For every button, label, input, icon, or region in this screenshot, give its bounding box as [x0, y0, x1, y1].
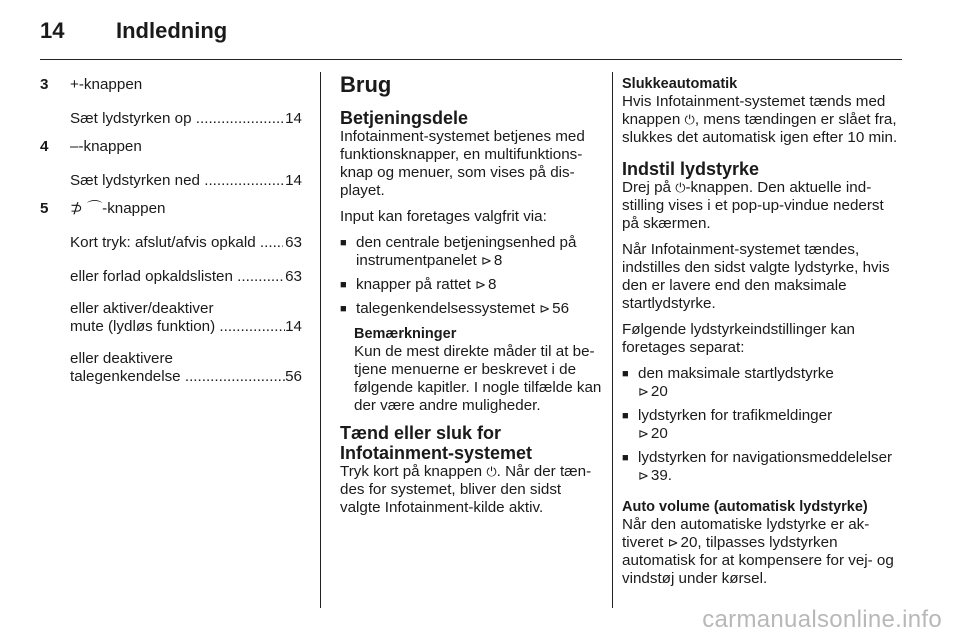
list-item: ■ talegenkendelsessystemet ⊳ 56: [340, 300, 602, 318]
index-item-4: 4 – -knappen: [40, 138, 142, 155]
paragraph: Input kan foretages valgfrit via:: [340, 208, 547, 225]
page-ref-icon: ⊳: [539, 301, 551, 316]
subsection-title: Betjeningsdele: [340, 108, 469, 128]
usage-column: [340, 72, 602, 525]
list-item: ■ lydstyrken for trafikmeldinger ⊳ 20: [622, 407, 904, 443]
note-text: Kun de mest direkte måder til at betjene menuerne er beskrevet i de følgende kapitler. I nogle tilfælde kan der være andre muligheder.: [354, 343, 602, 414]
list-item: ■ lydstyrken for navigationsmeddelelser ⊳ 39.: [622, 449, 904, 485]
page-ref-icon: ⊳: [667, 535, 679, 550]
bullet-list: [340, 234, 602, 318]
subsection-title: Auto volume (automatisk lydstyrke): [622, 499, 868, 515]
column-divider-2: [612, 72, 613, 608]
section-title: Brug: [340, 72, 392, 97]
index-entry: eller deaktivere talegenkendelse ..... 56: [70, 350, 302, 386]
power-icon: ⏻: [684, 112, 695, 127]
subsection-title: Indstil lydstyrke: [622, 159, 760, 179]
index-entry: Sæt lydstyrken op ..... 14: [70, 110, 302, 128]
page-ref-icon: ⊳: [475, 277, 486, 292]
index-entry: eller aktiver/deaktiver mute (lydløs funktion) ..... 14: [70, 300, 302, 336]
index-item-5: 5 ⊅ ⌒ -knappen: [40, 200, 166, 217]
column-divider-1: [320, 72, 321, 608]
page-ref-icon: ⊳: [638, 384, 649, 399]
plus-icon: +: [70, 76, 79, 93]
page-number: 14: [40, 18, 65, 43]
minus-icon: –: [70, 138, 79, 155]
mute-phone-icon: ⊅ ⌒: [70, 200, 103, 217]
page-ref-icon: ⊳: [638, 426, 649, 441]
page-ref-icon: ⊳: [638, 468, 649, 483]
subsection-title: Tænd eller sluk for Infotainment-systemet: [340, 423, 533, 463]
power-icon: ⏻: [675, 180, 686, 195]
index-entry: eller forlad opkaldslisten ..... 63: [70, 268, 302, 286]
paragraph: Infotainment-systemet betjenes med funktionsknapper, en multifunktionsknap og menuer, som vises på displayet.: [340, 128, 585, 199]
index-entry: Sæt lydstyrken ned ..... 14: [70, 172, 302, 190]
power-icon: ⏻: [486, 464, 497, 479]
page-header: [40, 18, 227, 48]
paragraph: Hvis Infotainment-systemet tænds med knappen ⏻, mens tændingen er slået fra, slukkes det automatisk igen efter 10 min.: [622, 93, 898, 146]
list-item: ■ den maksimale startlydstyrke ⊳ 20: [622, 365, 904, 401]
paragraph: Tryk kort på knappen ⏻. Når der tændes for systemet, bliver den sidst valgte Infotainment-kilde aktiv.: [340, 463, 592, 516]
settings-column: [622, 72, 904, 596]
list-item: ■ den centrale betjeningsenhed på instrumentpanelet ⊳ 8: [340, 234, 602, 270]
note-title: Bemærkninger: [354, 326, 457, 342]
paragraph: Følgende lydstyrkeindstillinger kan foretages separat:: [622, 321, 855, 356]
index-entry: Kort tryk: afslut/afvis opkald ..... 63: [70, 234, 302, 252]
index-item-3: 3 + -knappen: [40, 76, 143, 93]
paragraph: Når den automatiske lydstyrke er aktiveret ⊳ 20, tilpasses lydstyrken automatisk for at kompensere for vej- og vindstøj under kørsel.: [622, 516, 894, 587]
header-rule: [40, 59, 902, 60]
index-column: [40, 72, 302, 386]
list-item: ■ knapper på rattet ⊳ 8: [340, 276, 602, 294]
page-ref-icon: ⊳: [480, 253, 492, 268]
chapter-title: Indledning: [116, 18, 228, 43]
paragraph: Drej på ⏻-knappen. Den aktuelle indstilling vises i et pop-up-vindue nederst på skærmen.: [622, 179, 884, 232]
bullet-list: [622, 365, 904, 485]
subsection-title: Slukkeautomatik: [622, 76, 738, 92]
note-block: [354, 326, 602, 415]
paragraph: Når Infotainment-systemet tændes, indstilles den sidst valgte lydstyrke, hvis den er lavere end den maksimale startlydstyrke.: [622, 241, 890, 312]
watermark: carmanualsonline.info: [702, 606, 942, 633]
